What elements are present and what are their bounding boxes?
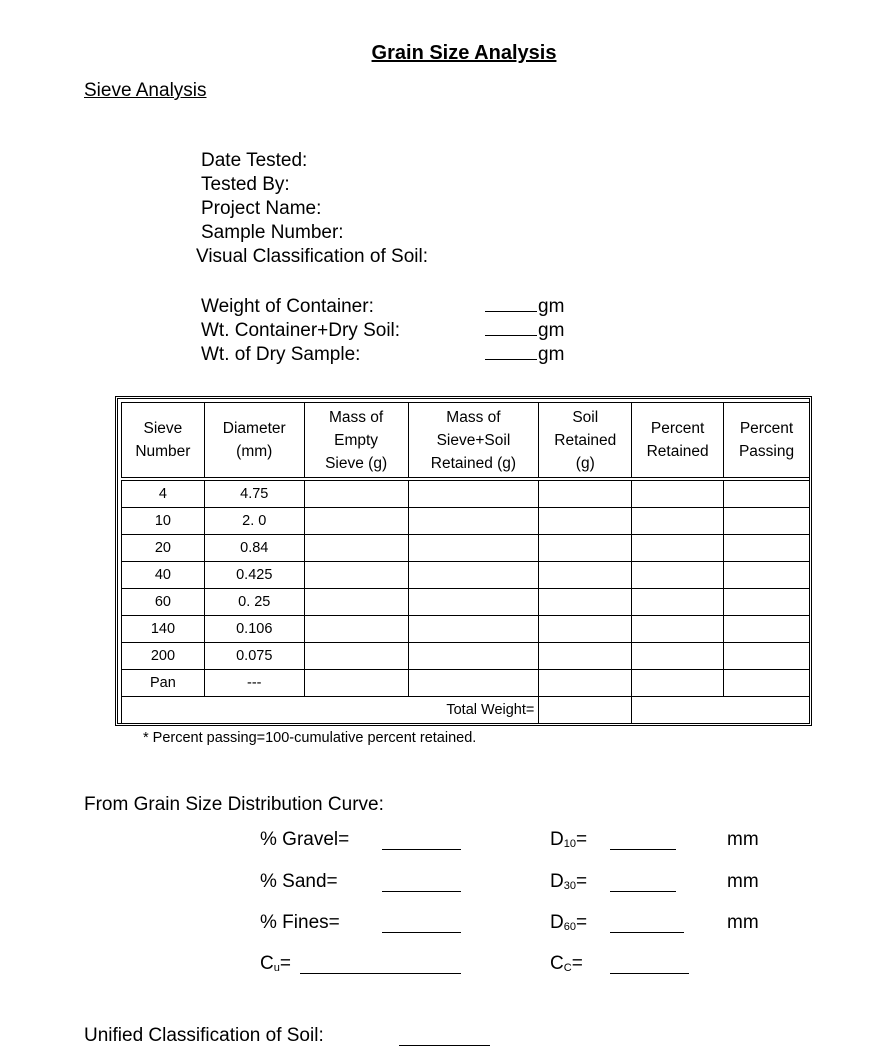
- sieve-cell: 60: [122, 589, 205, 616]
- fines-field[interactable]: [382, 932, 461, 933]
- sieve-soil-cell[interactable]: [408, 535, 539, 562]
- section-title: Sieve Analysis: [84, 80, 207, 101]
- cu-label: $C_u=$: [260, 953, 291, 974]
- percent-retained-cell[interactable]: [632, 535, 724, 562]
- table-header-row: [122, 403, 810, 478]
- sieve-soil-cell[interactable]: [408, 616, 539, 643]
- header-mass-empty-sieve: Mass of Empty Sieve (g): [304, 403, 408, 478]
- cc-label: $C_C=$: [550, 953, 583, 974]
- percent-retained-cell[interactable]: [632, 481, 724, 508]
- cu-field[interactable]: [300, 973, 461, 974]
- weight-container-soil-field[interactable]: gm: [485, 319, 564, 343]
- d30-unit: mm: [727, 871, 759, 892]
- weight-dry-sample-label: Wt. of Dry Sample:: [201, 344, 361, 365]
- empty-sieve-cell[interactable]: [304, 589, 408, 616]
- percent-passing-cell[interactable]: [724, 508, 810, 535]
- sieve-soil-cell[interactable]: [408, 643, 539, 670]
- header-sieve-number: Sieve Number: [122, 403, 205, 478]
- soil-retained-cell[interactable]: [539, 589, 632, 616]
- page-title: Grain Size Analysis: [371, 42, 557, 64]
- empty-sieve-cell[interactable]: [304, 481, 408, 508]
- sieve-soil-cell[interactable]: [408, 481, 539, 508]
- soil-retained-cell[interactable]: [539, 562, 632, 589]
- sieve-cell: 10: [122, 508, 205, 535]
- percent-retained-cell[interactable]: [632, 670, 724, 697]
- soil-retained-cell[interactable]: [539, 670, 632, 697]
- sieve-soil-cell[interactable]: [408, 562, 539, 589]
- soil-retained-cell[interactable]: [539, 508, 632, 535]
- soil-retained-cell[interactable]: [539, 616, 632, 643]
- percent-retained-cell[interactable]: [632, 508, 724, 535]
- soil-retained-cell[interactable]: [539, 481, 632, 508]
- empty-sieve-cell[interactable]: [304, 643, 408, 670]
- sieve-cell: Pan: [122, 670, 205, 697]
- percent-passing-cell[interactable]: [724, 589, 810, 616]
- total-percent-cell[interactable]: [632, 696, 810, 723]
- curve-heading: From Grain Size Distribution Curve:: [84, 794, 384, 815]
- sieve-soil-cell[interactable]: [408, 589, 539, 616]
- header-percent-passing: Percent Passing: [724, 403, 810, 478]
- table-row: [122, 508, 810, 535]
- diameter-cell: 0.425: [204, 562, 304, 589]
- total-row: [122, 696, 810, 723]
- diameter-cell: 0.106: [204, 616, 304, 643]
- sand-field[interactable]: [382, 891, 461, 892]
- total-soil-retained-cell[interactable]: [539, 696, 632, 723]
- d60-label: $D_{60}=$: [550, 912, 588, 933]
- table-row: [122, 481, 810, 508]
- sieve-cell: 4: [122, 481, 205, 508]
- gravel-field[interactable]: [382, 849, 461, 850]
- visual-classification-label: Visual Classification of Soil:: [196, 246, 428, 267]
- sieve-cell: 40: [122, 562, 205, 589]
- d60-unit: mm: [727, 912, 759, 933]
- sieve-cell: 140: [122, 616, 205, 643]
- sieve-table-frame: [115, 396, 812, 726]
- diameter-cell: 2. 0: [204, 508, 304, 535]
- table-row: [122, 616, 810, 643]
- header-percent-retained: Percent Retained: [632, 403, 724, 478]
- d60-field[interactable]: [610, 932, 684, 933]
- percent-retained-cell[interactable]: [632, 589, 724, 616]
- sieve-soil-cell[interactable]: [408, 670, 539, 697]
- date-tested-label: Date Tested:: [201, 150, 308, 171]
- table-row: [122, 589, 810, 616]
- diameter-cell: 4.75: [204, 481, 304, 508]
- empty-sieve-cell[interactable]: [304, 670, 408, 697]
- gravel-label: % Gravel=: [260, 829, 350, 850]
- percent-passing-cell[interactable]: [724, 562, 810, 589]
- percent-retained-cell[interactable]: [632, 562, 724, 589]
- total-weight-label: Total Weight=: [122, 696, 539, 723]
- diameter-cell: 0.84: [204, 535, 304, 562]
- fines-label: % Fines=: [260, 912, 340, 933]
- header-mass-sieve-soil: Mass of Sieve+Soil Retained (g): [408, 403, 539, 478]
- percent-passing-cell[interactable]: [724, 616, 810, 643]
- soil-retained-cell[interactable]: [539, 643, 632, 670]
- cc-field[interactable]: [610, 973, 689, 974]
- tested-by-label: Tested By:: [201, 174, 290, 195]
- sieve-cell: 200: [122, 643, 205, 670]
- sieve-table: [121, 402, 810, 724]
- d10-label: $D_{10}=$: [550, 829, 588, 850]
- weight-container-label: Weight of Container:: [201, 296, 374, 317]
- empty-sieve-cell[interactable]: [304, 616, 408, 643]
- empty-sieve-cell[interactable]: [304, 562, 408, 589]
- percent-passing-cell[interactable]: [724, 643, 810, 670]
- table-row: [122, 562, 810, 589]
- diameter-cell: 0.075: [204, 643, 304, 670]
- empty-sieve-cell[interactable]: [304, 535, 408, 562]
- weight-dry-sample-field[interactable]: gm: [485, 343, 564, 367]
- diameter-cell: ---: [204, 670, 304, 697]
- percent-retained-cell[interactable]: [632, 643, 724, 670]
- unified-classification-field[interactable]: [399, 1045, 490, 1046]
- header-soil-retained: Soil Retained (g): [539, 403, 632, 478]
- table-row: [122, 535, 810, 562]
- empty-sieve-cell[interactable]: [304, 508, 408, 535]
- footnote: * Percent passing=100-cumulative percent retained.: [143, 730, 477, 746]
- d10-field[interactable]: [610, 849, 676, 850]
- percent-passing-cell[interactable]: [724, 481, 810, 508]
- percent-passing-cell[interactable]: [724, 670, 810, 697]
- weight-container-field[interactable]: gm: [485, 295, 564, 319]
- sieve-cell: 20: [122, 535, 205, 562]
- soil-retained-cell[interactable]: [539, 535, 632, 562]
- table-row: [122, 643, 810, 670]
- diameter-cell: 0. 25: [204, 589, 304, 616]
- d30-field[interactable]: [610, 891, 676, 892]
- sample-number-label: Sample Number:: [201, 222, 344, 243]
- d30-label: $D_{30}=$: [550, 871, 588, 892]
- unified-classification-label: Unified Classification of Soil:: [84, 1025, 324, 1046]
- d10-unit: mm: [727, 829, 759, 850]
- weight-container-soil-label: Wt. Container+Dry Soil:: [201, 320, 401, 341]
- percent-passing-cell[interactable]: [724, 535, 810, 562]
- sieve-soil-cell[interactable]: [408, 508, 539, 535]
- sand-label: % Sand=: [260, 871, 338, 892]
- project-name-label: Project Name:: [201, 198, 322, 219]
- table-row: [122, 670, 810, 697]
- header-diameter: Diameter (mm): [204, 403, 304, 478]
- percent-retained-cell[interactable]: [632, 616, 724, 643]
